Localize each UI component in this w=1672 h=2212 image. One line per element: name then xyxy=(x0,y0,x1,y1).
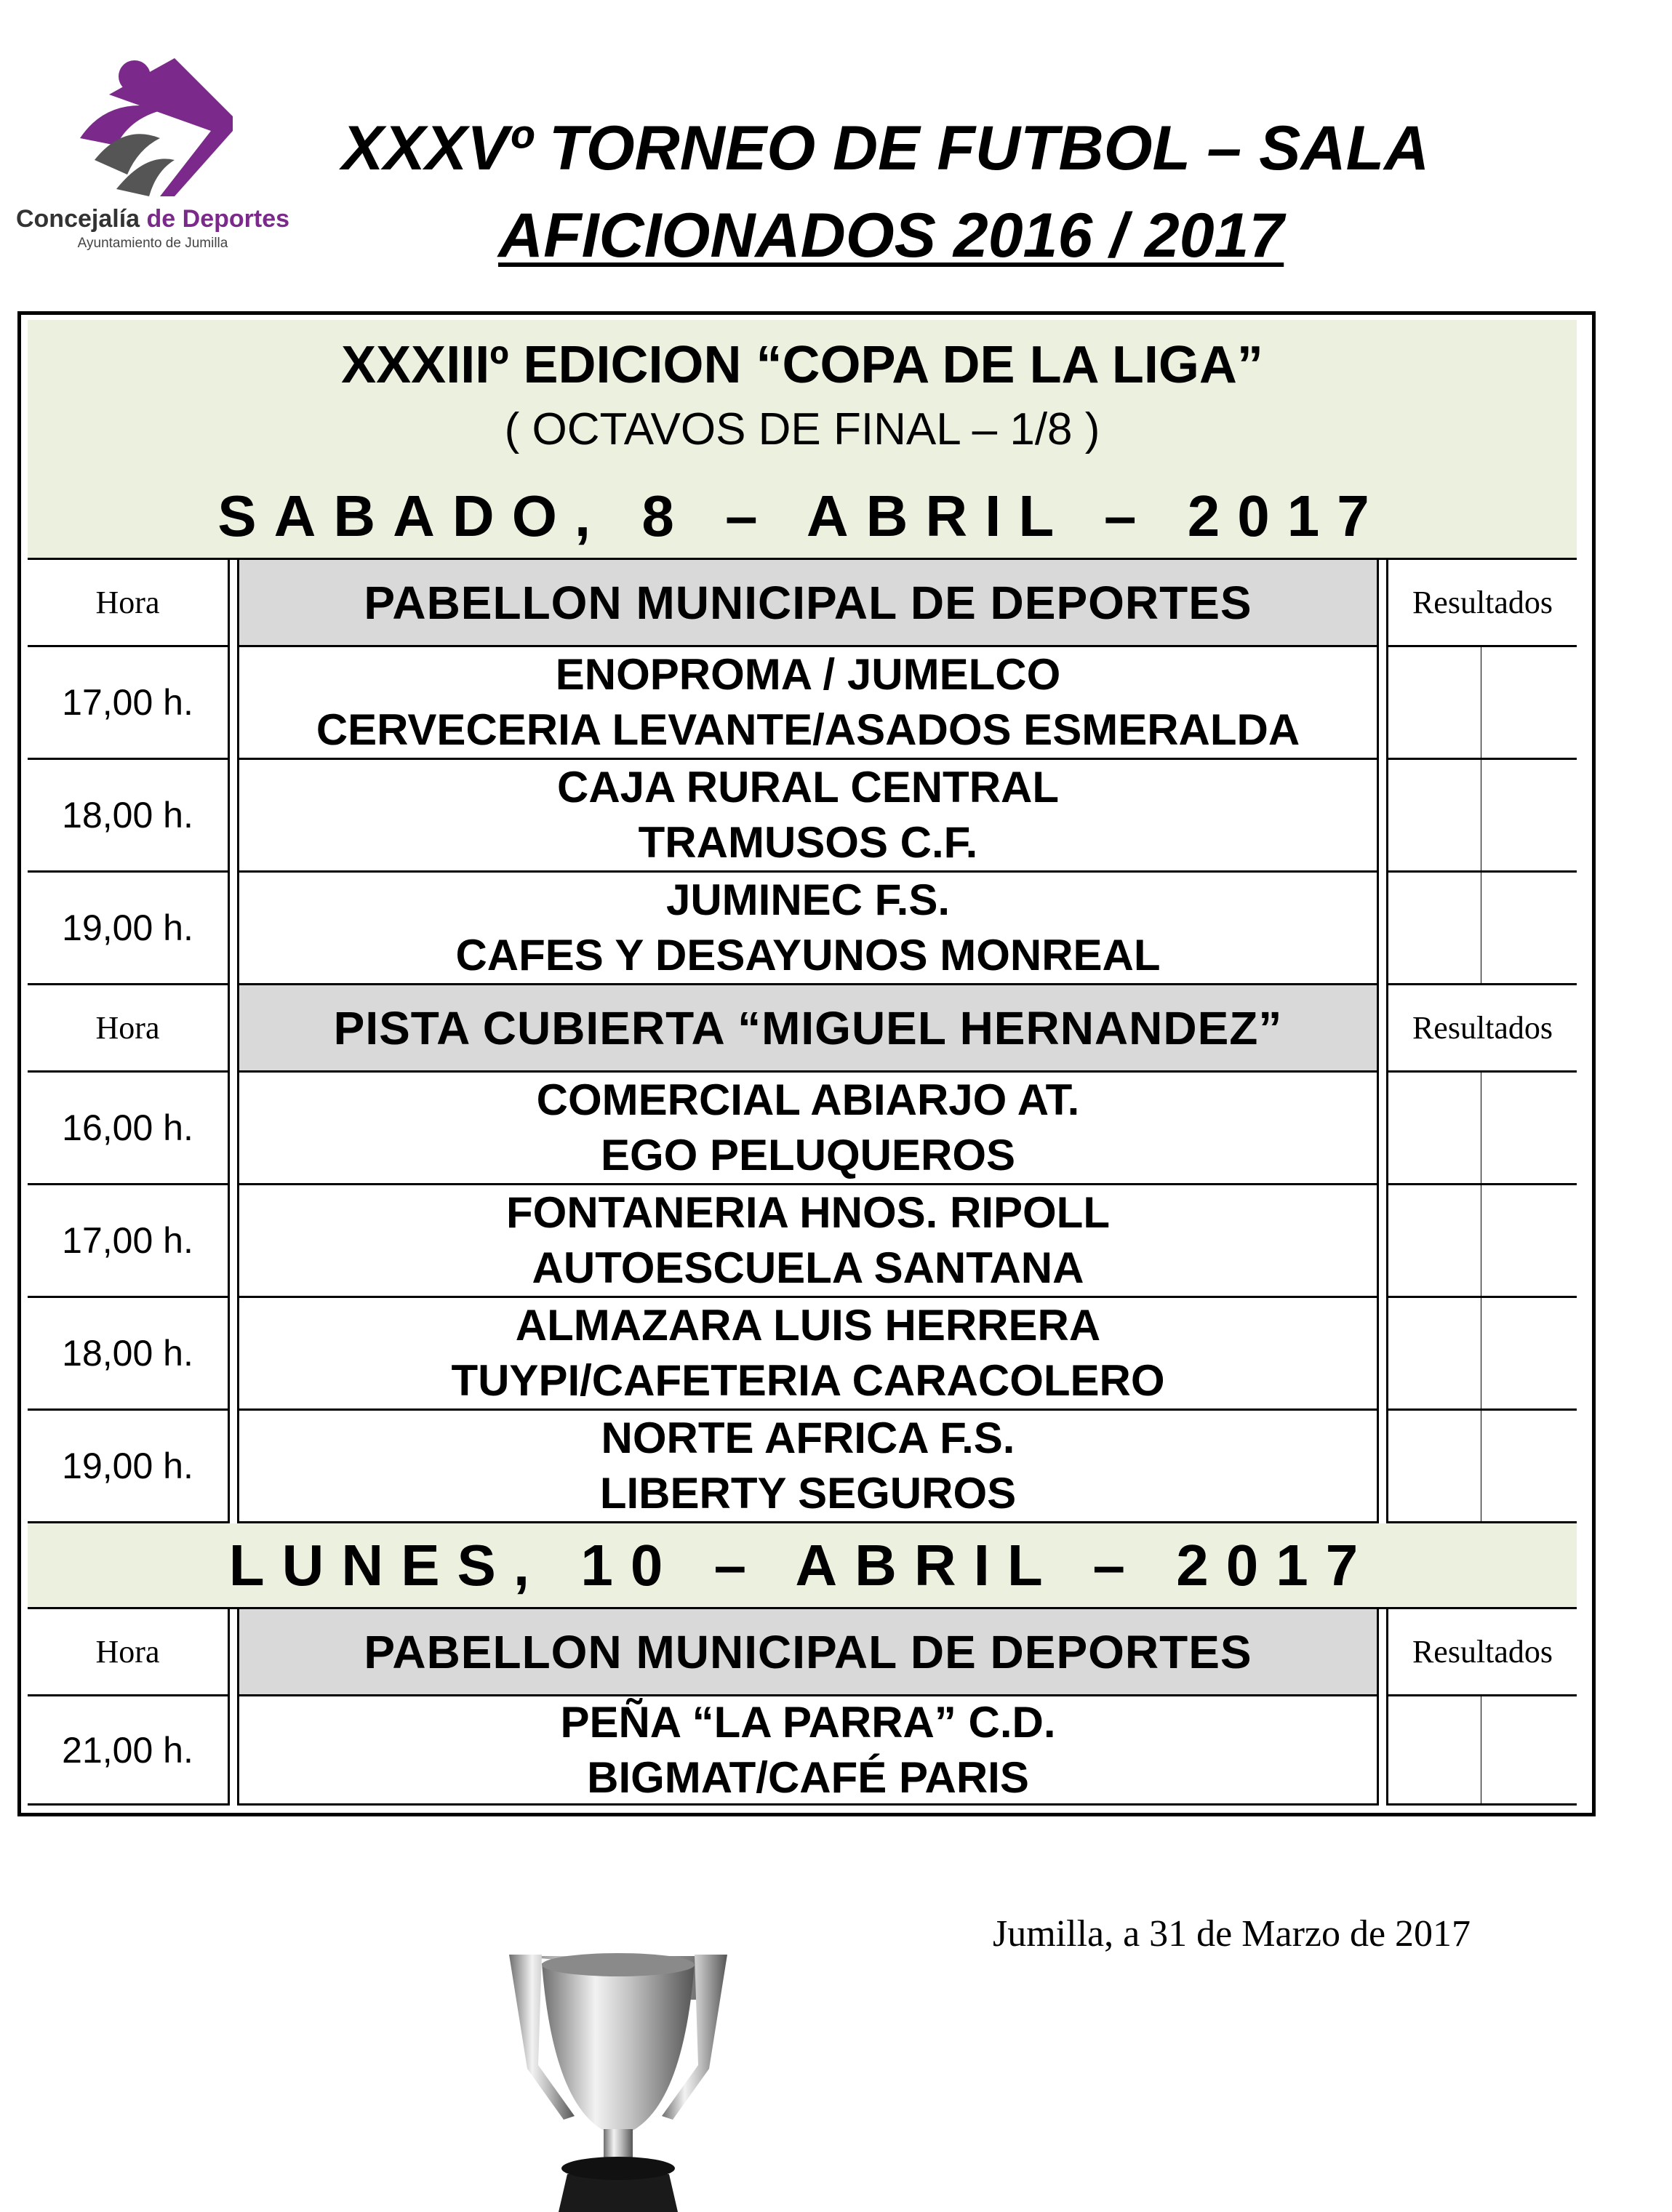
day-header: SABADO, 8 – ABRIL – 2017 xyxy=(28,474,1577,560)
score-home-cell xyxy=(1386,1185,1481,1298)
score-home-cell xyxy=(1386,760,1481,873)
day-header: LUNES, 10 – ABRIL – 2017 xyxy=(28,1523,1577,1609)
match-time: 19,00 h. xyxy=(28,1411,230,1523)
away-team: AUTOESCUELA SANTANA xyxy=(532,1243,1084,1292)
match-row xyxy=(28,760,1577,873)
match-time: 19,00 h. xyxy=(28,873,230,985)
home-team: CAJA RURAL CENTRAL xyxy=(557,763,1059,812)
score-away-cell xyxy=(1481,1185,1577,1298)
hora-label: Hora xyxy=(28,560,230,647)
edition-banner xyxy=(28,320,1577,476)
venue-header-row xyxy=(28,560,1577,647)
trophy-icon xyxy=(487,1934,749,2212)
resultados-label: Resultados xyxy=(1386,985,1577,1073)
logo-subtitle: Ayuntamiento de Jumilla xyxy=(77,236,228,251)
match-row xyxy=(28,1298,1577,1411)
match-teams xyxy=(237,1073,1379,1185)
score-home-cell xyxy=(1386,873,1481,985)
edition-round: ( OCTAVOS DE FINAL – 1/8 ) xyxy=(504,404,1100,454)
score-away-cell xyxy=(1481,1073,1577,1185)
score-home-cell xyxy=(1386,1298,1481,1411)
match-teams xyxy=(237,1411,1379,1523)
away-team: LIBERTY SEGUROS xyxy=(599,1469,1017,1518)
match-teams xyxy=(237,1298,1379,1411)
away-team: CERVECERIA LEVANTE/ASADOS ESMERALDA xyxy=(316,705,1300,754)
home-team: FONTANERIA HNOS. RIPOLL xyxy=(506,1188,1110,1237)
score-home-cell xyxy=(1386,1696,1481,1806)
home-team: ALMAZARA LUIS HERRERA xyxy=(515,1301,1101,1350)
season-title: AFICIONADOS 2016 / 2017 xyxy=(498,201,1284,271)
away-team: BIGMAT/CAFÉ PARIS xyxy=(587,1752,1029,1802)
match-row xyxy=(28,1411,1577,1523)
edition-title: XXXIIIº EDICION “COPA DE LA LIGA” xyxy=(341,336,1263,394)
match-teams xyxy=(237,873,1379,985)
match-row xyxy=(28,873,1577,985)
resultados-label: Resultados xyxy=(1386,560,1577,647)
match-time: 16,00 h. xyxy=(28,1073,230,1185)
match-time: 17,00 h. xyxy=(28,647,230,760)
away-team: TUYPI/CAFETERIA CARACOLERO xyxy=(451,1356,1165,1405)
home-team: JUMINEC F.S. xyxy=(665,875,951,924)
home-team: COMERCIAL ABIARJO AT. xyxy=(536,1075,1080,1124)
hora-label: Hora xyxy=(28,985,230,1073)
score-home-cell xyxy=(1386,647,1481,760)
match-time: 18,00 h. xyxy=(28,1298,230,1411)
score-away-cell xyxy=(1481,647,1577,760)
score-away-cell xyxy=(1481,1696,1577,1806)
venue-name: PABELLON MUNICIPAL DE DEPORTES xyxy=(237,1609,1379,1696)
match-row xyxy=(28,1696,1577,1806)
place-and-date: Jumilla, a 31 de Marzo de 2017 xyxy=(993,1913,1471,1955)
hora-label: Hora xyxy=(28,1609,230,1696)
venue-header-row xyxy=(28,1609,1577,1696)
score-away-cell xyxy=(1481,1298,1577,1411)
resultados-label: Resultados xyxy=(1386,1609,1577,1696)
venue-header-row xyxy=(28,985,1577,1073)
tournament-title: XXXVº TORNEO DE FUTBOL – SALA xyxy=(342,113,1430,183)
away-team: TRAMUSOS C.F. xyxy=(638,818,978,867)
score-home-cell xyxy=(1386,1411,1481,1523)
match-row xyxy=(28,1185,1577,1298)
home-team: PEÑA “LA PARRA” C.D. xyxy=(560,1697,1056,1747)
match-row xyxy=(28,647,1577,760)
home-team: ENOPROMA / JUMELCO xyxy=(555,650,1061,699)
concejalia-logo xyxy=(15,51,291,262)
venue-name: PABELLON MUNICIPAL DE DEPORTES xyxy=(237,560,1379,647)
score-home-cell xyxy=(1386,1073,1481,1185)
match-time: 17,00 h. xyxy=(28,1185,230,1298)
match-teams xyxy=(237,1185,1379,1298)
logo-wordmark: Concejalía de Deportes xyxy=(15,205,290,233)
runner-logo-icon xyxy=(65,51,240,204)
score-away-cell xyxy=(1481,873,1577,985)
match-teams xyxy=(237,760,1379,873)
match-time: 18,00 h. xyxy=(28,760,230,873)
venue-name: PISTA CUBIERTA “MIGUEL HERNANDEZ” xyxy=(237,985,1379,1073)
away-team: EGO PELUQUEROS xyxy=(600,1131,1016,1179)
away-team: CAFES Y DESAYUNOS MONREAL xyxy=(455,931,1161,979)
home-team: NORTE AFRICA F.S. xyxy=(601,1414,1015,1462)
match-teams xyxy=(237,1696,1379,1806)
match-row xyxy=(28,1073,1577,1185)
score-away-cell xyxy=(1481,1411,1577,1523)
score-away-cell xyxy=(1481,760,1577,873)
match-time: 21,00 h. xyxy=(28,1696,230,1806)
match-teams xyxy=(237,647,1379,760)
